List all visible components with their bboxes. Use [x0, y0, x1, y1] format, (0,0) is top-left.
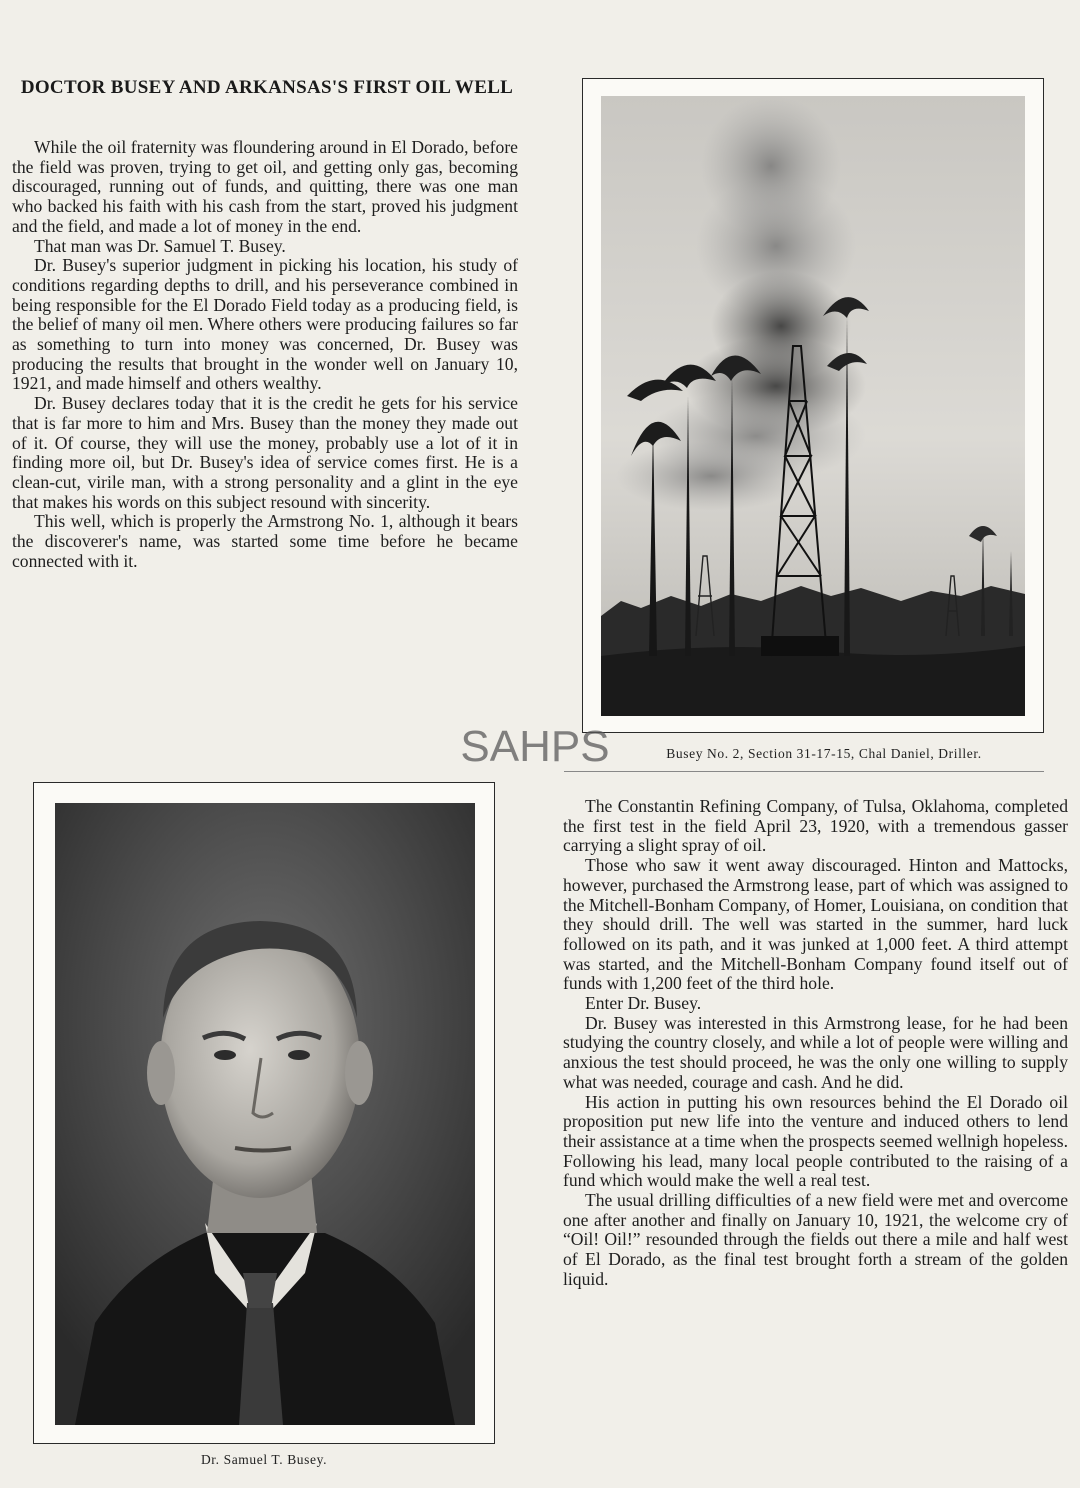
- paragraph: Dr. Busey was interested in this Armstrong lease, for he had been studying the country closely, and while a lot of people were willing and anxious the test should proceed, he was the only one willing to supply what was needed, courage and cash. And he did.: [563, 1012, 1068, 1092]
- oil-derrick-image: [601, 96, 1025, 716]
- paragraph: The usual drilling difficulties of a new field were met and overcome one after another and finally on January 10, 1921, the welcome cry of “Oil! Oil!” resounded through the fields out there a mile and half west of El Dorado, as the final test brought forth a stream of the golden liquid.: [563, 1190, 1068, 1289]
- oil-well-caption: Busey No. 2, Section 31-17-15, Chal Daniel, Driller.: [666, 746, 982, 761]
- left-text-column: [12, 138, 518, 571]
- article-title: DOCTOR BUSEY AND ARKANSAS'S FIRST OIL WELL: [20, 77, 514, 98]
- paragraph: Those who saw it went away discouraged. Hinton and Mattocks, however, purchased the Armstrong lease, part of which was assigned to the Mitchell-Bonham Company, of Homer, Louisiana, on condition that they should drill. The well was started in the summer, hard luck followed on its path, and it was junked at 1,000 feet. A third attempt was started, and the Mitchell-Bonham Company found itself out of funds with 1,200 feet of the third hole.: [563, 855, 1068, 994]
- paragraph: Dr. Busey declares today that it is the credit he gets for his service that is far more to him and Mrs. Busey than the money they made out of it. Of course, they will use the money, probably use a lot of it in finding more oil, but Dr. Busey's idea of service comes first. He is a clean-cut, virile man, with a strong personality and a glint in the eye that makes his words on this subject resound with sincerity.: [12, 393, 518, 512]
- portrait-image: [55, 803, 475, 1425]
- paragraph: Dr. Busey's superior judgment in picking his location, his study of conditions regarding depths to drill, and his perseverance combined in being responsible for the El Dorado Field today as a producing field, is the belief of many oil men. Where others were producing failures so far as something to turn into money was concerned, Dr. Busey was producing the results that brought in the wonder well on January 10, 1921, and made himself and others wealthy.: [12, 255, 518, 394]
- paragraph: Enter Dr. Busey.: [585, 993, 702, 1014]
- paragraph: The Constantin Refining Company, of Tulsa, Oklahoma, completed the first test in the field April 23, 1920, with a tremendous gasser carrying a slight spray of oil.: [563, 796, 1068, 856]
- paragraph: While the oil fraternity was floundering around in El Dorado, before the field was proven, trying to get oil, and getting only gas, becoming discouraged, running out of funds, and quitting, there was one man who backed his faith with his cash from the start, proved his judgment and the field, and made a lot of money in the end.: [12, 137, 518, 236]
- oil-well-photo: [582, 78, 1044, 733]
- portrait-caption: Dr. Samuel T. Busey.: [200, 1452, 328, 1467]
- right-text-column: [563, 797, 1068, 1290]
- paragraph: That man was Dr. Samuel T. Busey.: [34, 235, 286, 256]
- divider-rule: [564, 771, 1044, 772]
- portrait-photo: [33, 782, 495, 1444]
- watermark: SAHPS: [460, 722, 610, 771]
- paragraph: His action in putting his own resources behind the El Dorado oil proposition put new life into the venture and induced others to lend their assistance at a time when the prospects seemed wellnigh hopeless. Following his lead, many local people contributed to the raising of a fund which would make the well a real test.: [563, 1091, 1068, 1191]
- paragraph: This well, which is properly the Armstrong No. 1, although it bears the discoverer's name, was started some time before he became connected with it.: [12, 511, 518, 571]
